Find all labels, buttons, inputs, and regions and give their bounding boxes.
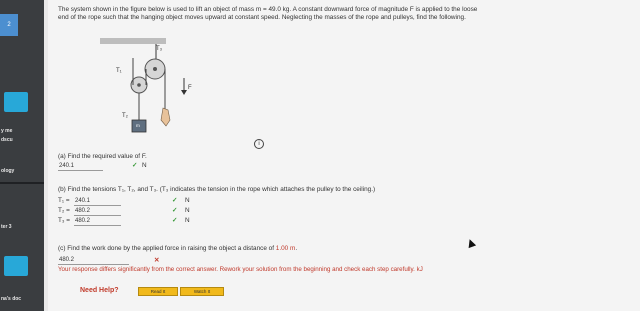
label-m: m (136, 123, 140, 128)
label-t3: T₃ (156, 46, 163, 52)
part-c-prompt-pre: (c) Find the work done by the applied force in raising the object a distance of (58, 245, 276, 252)
problem-panel (48, 0, 640, 311)
pulley-figure (100, 38, 240, 146)
t3-unit: N (185, 217, 190, 224)
t2-unit: N (185, 207, 190, 214)
sidebar-label[interactable]: ter 3 (1, 224, 12, 230)
part-c-prompt (58, 245, 297, 253)
sidebar-thumbnail[interactable] (4, 92, 28, 112)
read-it-button[interactable]: Read It (138, 287, 178, 296)
part-c-x-icon: ✕ (154, 257, 160, 264)
part-a-prompt: (a) Find the required value of F. (58, 153, 147, 160)
problem-text-line2: end of the rope such that the hanging object moves upward at constant speed. Neglecting the masses of the rope and pulleys, find the following. (58, 14, 466, 21)
pulley-diagram (100, 38, 240, 146)
sidebar-label[interactable]: na's doc (1, 296, 22, 302)
t2-label: T₂ = (58, 207, 70, 214)
t1-answer[interactable]: 240.1 (74, 197, 121, 206)
part-c-feedback: Your response differs significantly from the correct answer. Rework your solution from the beginning and check each step carefully. kJ (58, 266, 423, 273)
problem-text-line1: The system shown in the figure below is used to lift an object of mass m = 49.0 kg. A constant downward force of magnitude F is applied to the loose (58, 6, 478, 13)
info-icon[interactable]: i (254, 139, 264, 149)
t1-label: T₁ = (58, 197, 70, 204)
label-t1: T₁ (116, 68, 122, 74)
t3-label: T₃ = (58, 217, 71, 224)
t2-check-icon: ✓ (172, 207, 178, 214)
sidebar-label[interactable]: ology (1, 168, 15, 174)
part-c-distance: 1.00 m (275, 245, 296, 252)
t1-unit: N (185, 197, 190, 204)
watch-it-button[interactable]: Watch It (180, 287, 224, 296)
mouse-pointer-icon (466, 238, 476, 248)
t3-answer[interactable]: 480.2 (74, 217, 121, 226)
sidebar-label[interactable]: dscu (1, 137, 13, 143)
part-b-prompt: (b) Find the tensions T₁, T₂, and T₃. (T₃ indicates the tension in the rope which attaches the pulley to the ceiling.) (58, 186, 376, 193)
sidebar-thumbnail[interactable] (4, 256, 28, 276)
part-c-prompt-post: . (295, 245, 298, 252)
label-f: F (188, 85, 192, 91)
part-a-unit: N (142, 162, 147, 169)
left-sidebar (0, 0, 44, 311)
t2-answer[interactable]: 480.2 (74, 207, 121, 216)
part-a-answer[interactable]: 240.1 (58, 162, 103, 171)
part-c-answer[interactable]: 480.2 (58, 256, 129, 265)
t1-check-icon: ✓ (172, 197, 178, 204)
sidebar-tab[interactable]: 2 (0, 14, 18, 36)
ceiling (100, 38, 166, 44)
need-help-label: Need Help? (80, 287, 119, 294)
t3-check-icon: ✓ (172, 217, 178, 224)
sidebar-divider (0, 182, 44, 184)
label-t2: T₂ (122, 113, 128, 119)
part-a-check-icon: ✓ (132, 162, 138, 169)
sidebar-label[interactable]: y me (1, 128, 13, 134)
